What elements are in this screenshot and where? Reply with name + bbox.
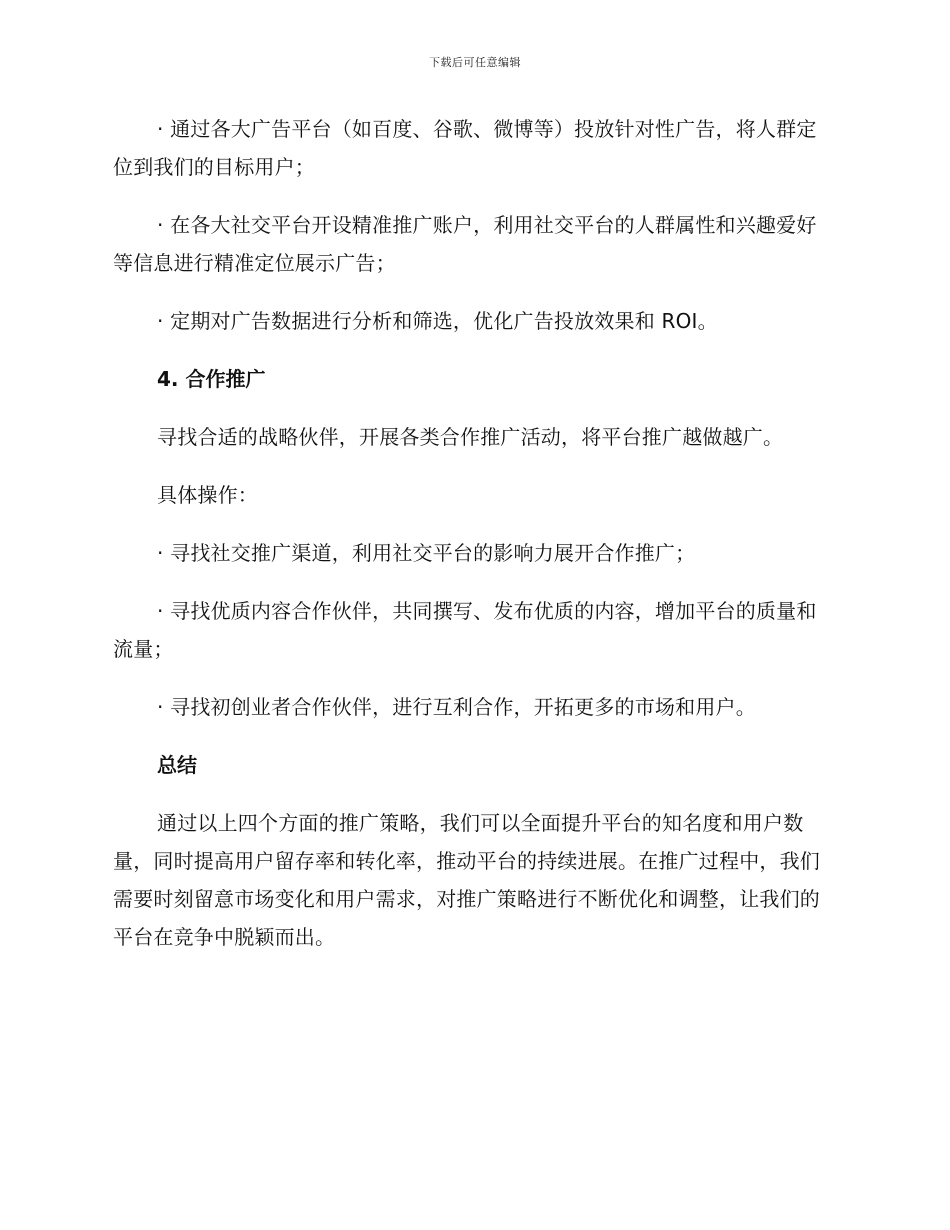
bullet-startup-partners: · 寻找初创业者合作伙伴，进行互利合作，开拓更多的市场和用户。 (157, 695, 756, 719)
bullet-social-channels: · 寻找社交推广渠道，利用社交平台的影响力展开合作推广； (157, 541, 696, 565)
bullet-social-accounts: · 在各大社交平台开设精准推广账户，利用社交平台的人群属性和兴趣爱好等信息进行精准定位展示广告； (113, 213, 817, 275)
page-header: 下载后可任意编辑 (429, 56, 521, 69)
bullet-ad-platforms: · 通过各大广告平台（如百度、谷歌、微博等）投放针对性广告，将人群定位到我们的目标用户； (113, 117, 817, 179)
cooperation-intro: 寻找合适的战略伙伴，开展各类合作推广活动，将平台推广越做越广。 (157, 425, 784, 449)
operations-label: 具体操作： (157, 483, 258, 507)
section-heading-cooperation: 4. 合作推广 (157, 367, 266, 391)
document-body (113, 110, 831, 956)
bullet-ad-analysis: · 定期对广告数据进行分析和筛选，优化广告投放效果和 ROI。 (157, 309, 718, 333)
bullet-content-partners: · 寻找优质内容合作伙伴，共同撰写、发布优质的内容，增加平台的质量和流量； (113, 599, 817, 661)
summary-paragraph: 通过以上四个方面的推广策略，我们可以全面提升平台的知名度和用户数量，同时提高用户留存率和转化率，推动平台的持续进展。在推广过程中，我们需要时刻留意市场变化和用户需求，对推广策略进行不断优化和调整，让我们的平台在竞争中脱颖而出。 (113, 811, 820, 949)
section-heading-summary: 总结 (157, 753, 197, 777)
